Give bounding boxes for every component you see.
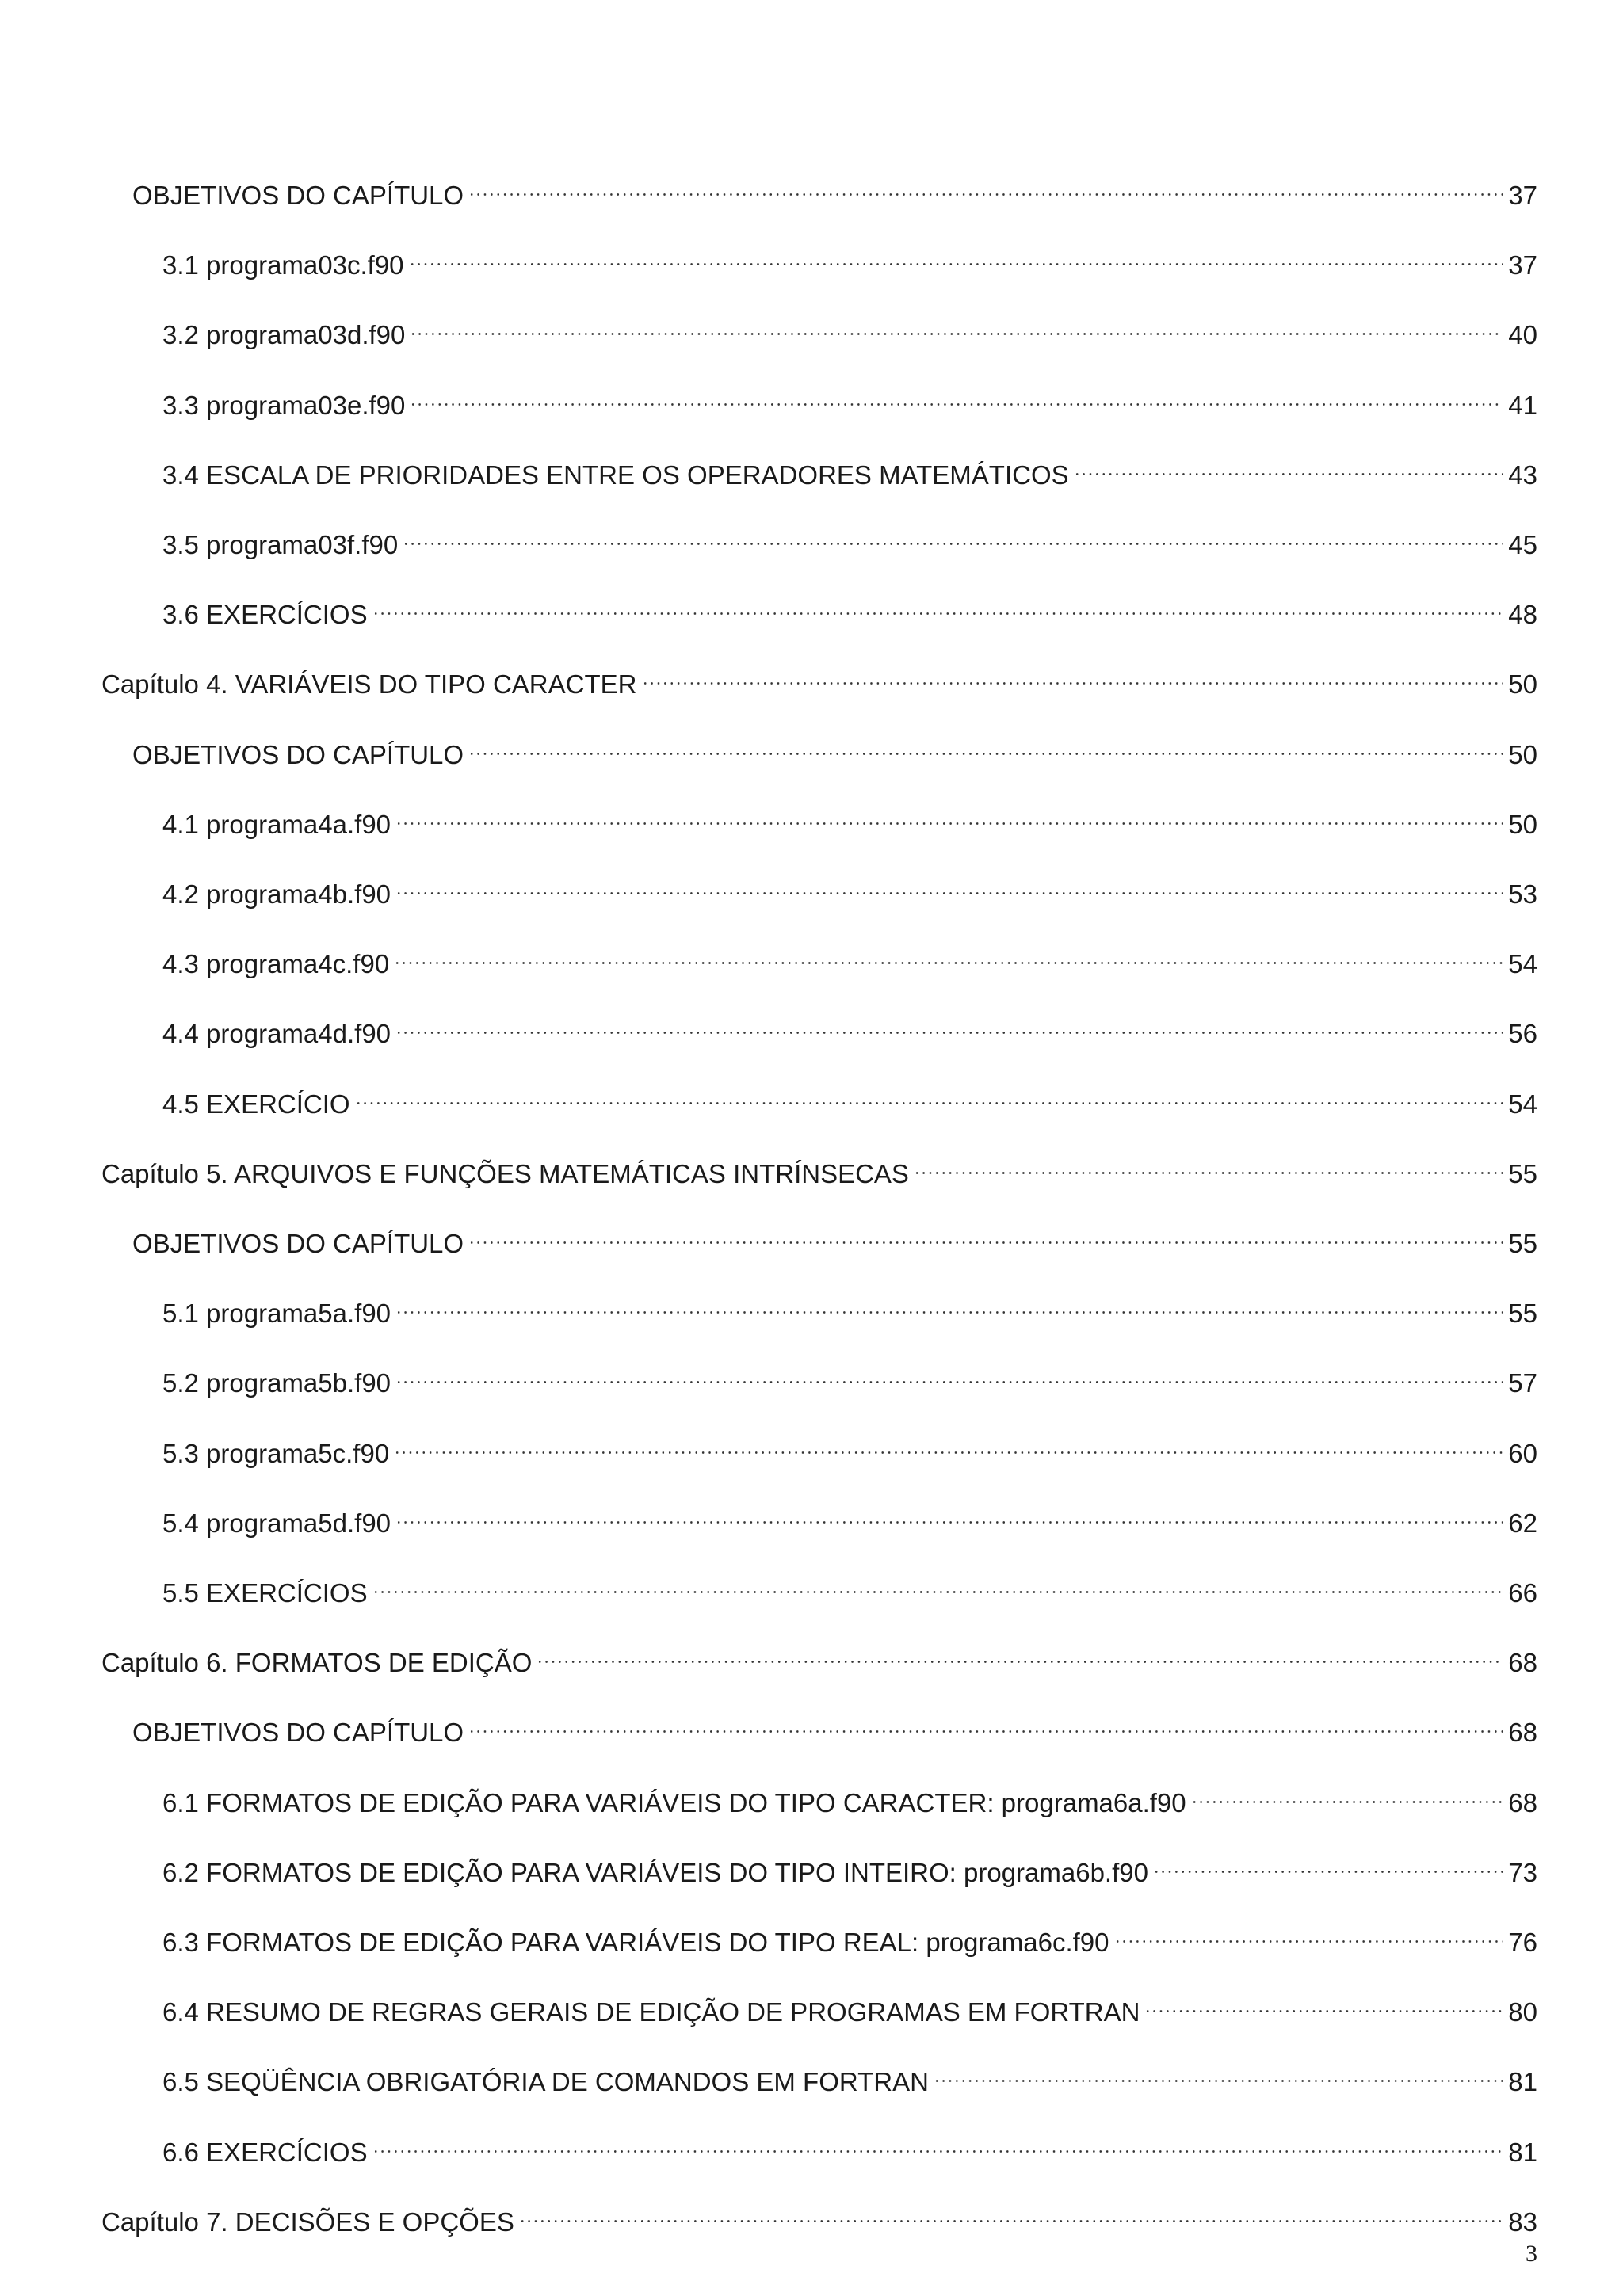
toc-entry[interactable] (162, 1842, 1537, 1887)
toc-entry-page: 43 (1508, 460, 1537, 490)
toc-entry-title: OBJETIVOS DO CAPÍTULO (132, 739, 464, 769)
toc-dot-leader (467, 165, 1505, 204)
toc-dot-leader (932, 2051, 1505, 2091)
toc-entry[interactable] (101, 654, 1537, 700)
toc-entry[interactable] (162, 1003, 1537, 1049)
toc-entry-page: 81 (1508, 2137, 1537, 2167)
toc-entry-page: 37 (1508, 250, 1537, 280)
toc-entry-page: 68 (1508, 1648, 1537, 1678)
toc-dot-leader (394, 794, 1505, 833)
toc-entry-title: 3.3 programa03e.f90 (162, 390, 406, 420)
toc-entry-page: 56 (1508, 1019, 1537, 1049)
toc-entry[interactable] (162, 375, 1537, 420)
toc-entry-page: 50 (1508, 809, 1537, 839)
toc-entry-page: 68 (1508, 1787, 1537, 1817)
toc-entry[interactable] (162, 1352, 1537, 1398)
toc-dot-leader (912, 1143, 1505, 1183)
toc-dot-leader (1151, 1842, 1505, 1882)
toc-entry-title: 5.3 programa5c.f90 (162, 1438, 390, 1468)
toc-entry-title: Capítulo 7. DECISÕES E OPÇÕES (101, 2206, 514, 2237)
toc-dot-leader (394, 1283, 1505, 1322)
toc-dot-leader (407, 235, 1506, 274)
toc-dot-leader (467, 1702, 1505, 1741)
toc-entry-title: 4.5 EXERCÍCIO (162, 1089, 350, 1119)
toc-entry-page: 83 (1508, 2206, 1537, 2237)
toc-entry[interactable] (162, 444, 1537, 490)
toc-dot-leader (1143, 1981, 1505, 2021)
toc-entry-title: OBJETIVOS DO CAPÍTULO (132, 1229, 464, 1258)
toc-dot-leader (392, 1423, 1505, 1463)
toc-dot-leader (371, 584, 1506, 624)
toc-entry-title: 6.3 FORMATOS DE EDIÇÃO PARA VARIÁVEIS DO TIPO REAL: programa6c.f90 (162, 1928, 1109, 1957)
toc-entry[interactable] (162, 2051, 1537, 2097)
toc-entry-page: 80 (1508, 1997, 1537, 2027)
toc-entry-title: 3.6 EXERCÍCIOS (162, 600, 368, 630)
toc-dot-leader (467, 1213, 1505, 1253)
toc-entry[interactable] (162, 933, 1537, 979)
toc-entry[interactable] (162, 1074, 1537, 1119)
toc-entry-page: 48 (1508, 600, 1537, 630)
toc-entry[interactable] (162, 864, 1537, 909)
toc-entry-title: 5.5 EXERCÍCIOS (162, 1578, 368, 1608)
toc-entry-page: 53 (1508, 879, 1537, 909)
toc-entry-title: Capítulo 5. ARQUIVOS E FUNÇÕES MATEMÁTICAS INTRÍNSECAS (101, 1158, 909, 1188)
toc-entry-page: 62 (1508, 1508, 1537, 1538)
toc-dot-leader (467, 724, 1505, 764)
toc-entry-page: 81 (1508, 2067, 1537, 2097)
page-number: 3 (1526, 2241, 1537, 2267)
toc-entry-page: 76 (1508, 1928, 1537, 1957)
toc-entry-page: 50 (1508, 739, 1537, 769)
toc-entry[interactable] (162, 235, 1537, 280)
toc-dot-leader (640, 654, 1506, 693)
toc-entry-title: 3.5 programa03f.f90 (162, 530, 399, 559)
toc-dot-leader (371, 1562, 1506, 1602)
toc-entry-page: 55 (1508, 1229, 1537, 1258)
toc-entry-page: 40 (1508, 320, 1537, 350)
toc-entry-title: 6.4 RESUMO DE REGRAS GERAIS DE EDIÇÃO DE PROGRAMAS EM FORTRAN (162, 1997, 1140, 2027)
toc-entry-page: 55 (1508, 1299, 1537, 1329)
toc-entry-title: Capítulo 6. FORMATOS DE EDIÇÃO (101, 1648, 533, 1678)
toc-entry-page: 50 (1508, 669, 1537, 700)
toc-entry-title: 4.2 programa4b.f90 (162, 879, 391, 909)
toc-entry-title: 3.4 ESCALA DE PRIORIDADES ENTRE OS OPERADORES MATEMÁTICOS (162, 460, 1069, 490)
toc-entry-page: 60 (1508, 1438, 1537, 1468)
toc-entry[interactable] (162, 584, 1537, 630)
toc-entry-title: 6.6 EXERCÍCIOS (162, 2137, 368, 2167)
toc-entry[interactable] (132, 165, 1537, 210)
toc-dot-leader (394, 1003, 1505, 1043)
toc-entry-title: 4.4 programa4d.f90 (162, 1019, 391, 1049)
toc-entry-title: OBJETIVOS DO CAPÍTULO (132, 181, 464, 210)
toc-dot-leader (517, 2191, 1505, 2231)
toc-entry[interactable] (162, 794, 1537, 839)
toc-entry-title: 5.4 programa5d.f90 (162, 1508, 391, 1538)
toc-dot-leader (401, 514, 1505, 554)
toc-entry-page: 54 (1508, 1089, 1537, 1119)
toc-entry-title: 6.1 FORMATOS DE EDIÇÃO PARA VARIÁVEIS DO TIPO CARACTER: programa6a.f90 (162, 1787, 1186, 1817)
toc-dot-leader (408, 304, 1505, 344)
toc-entry[interactable] (101, 2191, 1537, 2237)
toc-entry[interactable] (162, 1493, 1537, 1538)
toc-entry-title: 5.2 programa5b.f90 (162, 1368, 391, 1398)
toc-entry[interactable] (162, 514, 1537, 559)
toc-entry[interactable] (162, 1772, 1537, 1817)
toc-entry-page: 54 (1508, 949, 1537, 979)
toc-entry[interactable] (162, 304, 1537, 350)
toc-dot-leader (394, 1352, 1505, 1392)
toc-entry-page: 41 (1508, 390, 1537, 420)
toc-entry-page: 57 (1508, 1368, 1537, 1398)
toc-dot-leader (1113, 1912, 1506, 1951)
toc-entry-title: 5.1 programa5a.f90 (162, 1299, 391, 1329)
toc-dot-leader (394, 864, 1505, 903)
toc-entry[interactable] (162, 1912, 1537, 1957)
toc-entry-title: 3.2 programa03d.f90 (162, 320, 406, 350)
toc-entry-title: 3.1 programa03c.f90 (162, 250, 404, 280)
toc-entry[interactable] (101, 1632, 1537, 1678)
toc-entry[interactable] (132, 724, 1537, 769)
toc-entry-page: 37 (1508, 181, 1537, 210)
toc-entry-title: OBJETIVOS DO CAPÍTULO (132, 1718, 464, 1748)
toc-dot-leader (392, 933, 1505, 973)
toc-dot-leader (1072, 444, 1506, 484)
toc-entry[interactable] (162, 1562, 1537, 1608)
toc-entry-page: 55 (1508, 1158, 1537, 1188)
toc-entry[interactable] (162, 2122, 1537, 2167)
toc-dot-leader (353, 1074, 1506, 1113)
toc-entry-title: 6.2 FORMATOS DE EDIÇÃO PARA VARIÁVEIS DO TIPO INTEIRO: programa6b.f90 (162, 1857, 1148, 1887)
toc-entry-title: 6.5 SEQÜÊNCIA OBRIGATÓRIA DE COMANDOS EM FORTRAN (162, 2067, 929, 2097)
toc-dot-leader (394, 1493, 1505, 1532)
toc-dot-leader (408, 375, 1505, 414)
toc-entry-page: 73 (1508, 1857, 1537, 1887)
toc-entry-title: 4.3 programa4c.f90 (162, 949, 390, 979)
toc-entry-page: 68 (1508, 1718, 1537, 1748)
toc-entry[interactable] (132, 1213, 1537, 1258)
toc-dot-leader (1190, 1772, 1506, 1812)
toc-entry-page: 45 (1508, 530, 1537, 559)
toc-dot-leader (535, 1632, 1505, 1672)
toc-entry[interactable] (162, 1423, 1537, 1468)
toc-entry-page: 66 (1508, 1578, 1537, 1608)
toc-entry-title: 4.1 programa4a.f90 (162, 809, 391, 839)
toc-entry[interactable] (101, 1143, 1537, 1188)
toc-entry[interactable] (162, 1981, 1537, 2027)
toc-dot-leader (371, 2122, 1506, 2161)
toc-entry[interactable] (132, 1702, 1537, 1748)
toc-entry-title: Capítulo 4. VARIÁVEIS DO TIPO CARACTER (101, 669, 637, 700)
toc-entry[interactable] (162, 1283, 1537, 1329)
